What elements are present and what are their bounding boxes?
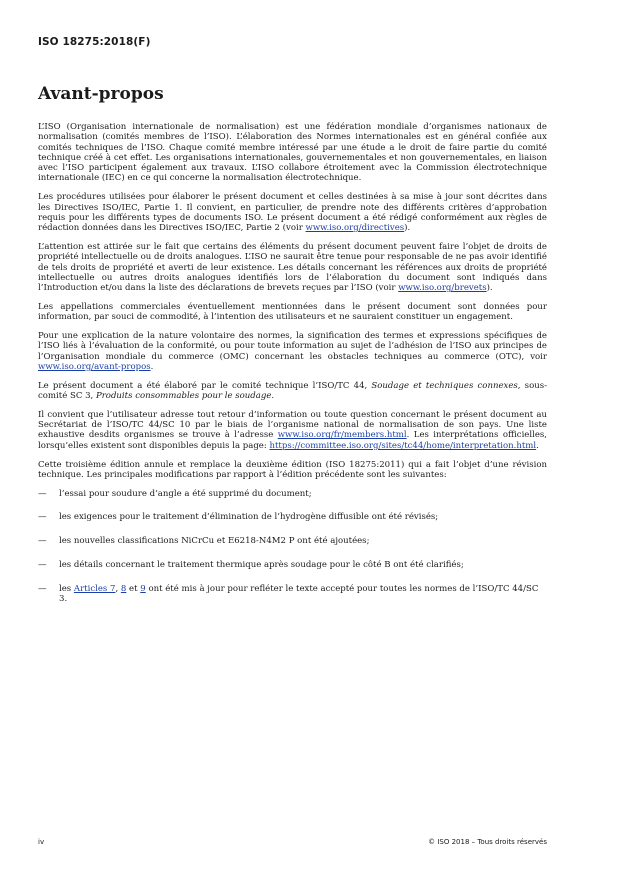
list-item: — les Articles 7, 8 et 9 ont été mis à jour pour refléter le texte accepté pour toutes les normes de l’ISO/TC 44/SC 3. bbox=[38, 583, 539, 605]
link-foreword[interactable]: www.iso.org/avant-propos bbox=[38, 361, 151, 372]
paragraph-committee: Le présent document a été élaboré par le comité technique l’ISO/TC 44, Soudage et techniques connexes, sous-comité SC 3, Produits consommables pour le soudage. bbox=[38, 380, 547, 402]
document-id-header: ISO 18275:2018(F) bbox=[38, 36, 151, 48]
foreword-body bbox=[38, 122, 547, 618]
link-directives[interactable]: www.iso.org/directives bbox=[305, 223, 405, 234]
paragraph-voluntary: Pour une explication de la nature volontaire des normes, la signification des termes et expressions spécifiques de l’ISO liés à l’évaluation de la conformité, ou pour toute information au sujet de l’adhésion de l’ISO aux principes de l’Organisation mondiale du commerce (OMC) concernant les obstacles techniques au commerce (OTC), voir www.iso.org/avant-propos. bbox=[38, 331, 547, 372]
paragraph-feedback: Il convient que l’utilisateur adresse tout retour d’information ou toute question concernant le présent document au Secrétariat de l’ISO/TC 44/SC 10 par le biais de l’organisme national de normalisation de son pays. Une liste exhaustive desdits organismes se trouve à l’adresse www.iso.org/fr/members.html. Les interprétations officielles, lorsqu’elles existent sont disponibles depuis la page: https://committee.iso.org/sites/tc44/home/interpretation.html. bbox=[38, 409, 547, 451]
link-interpretation[interactable]: https://committee.iso.org/sites/tc44/home/interpretation.html bbox=[269, 440, 537, 451]
paragraph-patents: L’attention est attirée sur le fait que certains des éléments du présent document peuvent faire l’objet de droits de propriété intellectuelle ou de droits analogues. L’ISO ne saurait être tenue pour responsable de ne pas avoir identifié de tels droits de propriété et averti de leur existence. Les détails concernant les références aux droits de propriété intellectuelle ou autres droits analogues identifiés lors de l’élaboration du document sont indiqués dans l’Introduction et/ou dans la liste des déclarations de brevets reçues par l’ISO (voir www.iso.org/brevets). bbox=[38, 241, 547, 294]
paragraph-procedures: Les procédures utilisées pour élaborer le présent document et celles destinées à sa mise à jour sont décrites dans les Directives ISO/IEC, Partie 1. Il convient, en particulier, de prendre note des différents critères d’approbation requis pour les différents types de documents ISO. Le présent document a été rédigé conformément aux règles de rédaction données dans les Directives ISO/IEC, Partie 2 (voir www.iso.org/directives). bbox=[38, 192, 547, 234]
link-members[interactable]: www.iso.org/fr/members.html bbox=[277, 430, 407, 441]
list-item: — l’essai pour soudure d’angle a été supprimé du document; bbox=[38, 488, 312, 499]
list-item: — les nouvelles classifications NiCrCu et E6218-N4M2 P ont été ajoutées; bbox=[38, 536, 370, 547]
changes-list bbox=[38, 489, 547, 605]
paragraph-edition: Cette troisième édition annule et remplace la deuxième édition (ISO 18275:2011) qui a fait l’objet d’une révision technique. Les principales modifications par rapport à l’édition précédente sont les suivantes: bbox=[38, 459, 547, 480]
list-item: — les exigences pour le traitement d’élimination de l’hydrogène diffusible ont été révisés; bbox=[38, 512, 439, 523]
paragraph-trade-names: Les appellations commerciales éventuellement mentionnées dans le présent document sont données pour information, par souci de commodité, à l’intention des utilisateurs et ne sauraient constituer un engagement. bbox=[38, 301, 547, 323]
page-title: Avant-propos bbox=[38, 84, 164, 104]
page-number: iv bbox=[38, 838, 45, 846]
copyright-notice: © ISO 2018 – Tous droits réservés bbox=[428, 838, 547, 846]
list-item: — les détails concernant le traitement thermique après soudage pour le côté B ont été clarifiés; bbox=[38, 560, 464, 570]
link-article-9[interactable]: 9 bbox=[140, 583, 146, 594]
link-patents[interactable]: www.iso.org/brevets bbox=[398, 283, 487, 294]
paragraph-iso-intro: L’ISO (Organisation internationale de normalisation) est une fédération mondiale d’organismes nationaux de normalisation (comités membres de l’ISO). L’élaboration des Normes internationales est en général confiée aux comités techniques de l’ISO. Chaque comité membre intéressé par une étude a le droit de faire partie du comité technique créé à cet effet. Les organisations internationales, gouvernementales et non gouvernementales, en liaison avec l’ISO participent également aux travaux. L’ISO collabore étroitement avec la Commission électrotechnique internationale (IEC) en ce qui concerne la normalisation électrotechnique. bbox=[38, 122, 547, 184]
link-article-8[interactable]: 8 bbox=[120, 583, 127, 594]
link-article-7[interactable]: Articles 7 bbox=[73, 583, 116, 594]
